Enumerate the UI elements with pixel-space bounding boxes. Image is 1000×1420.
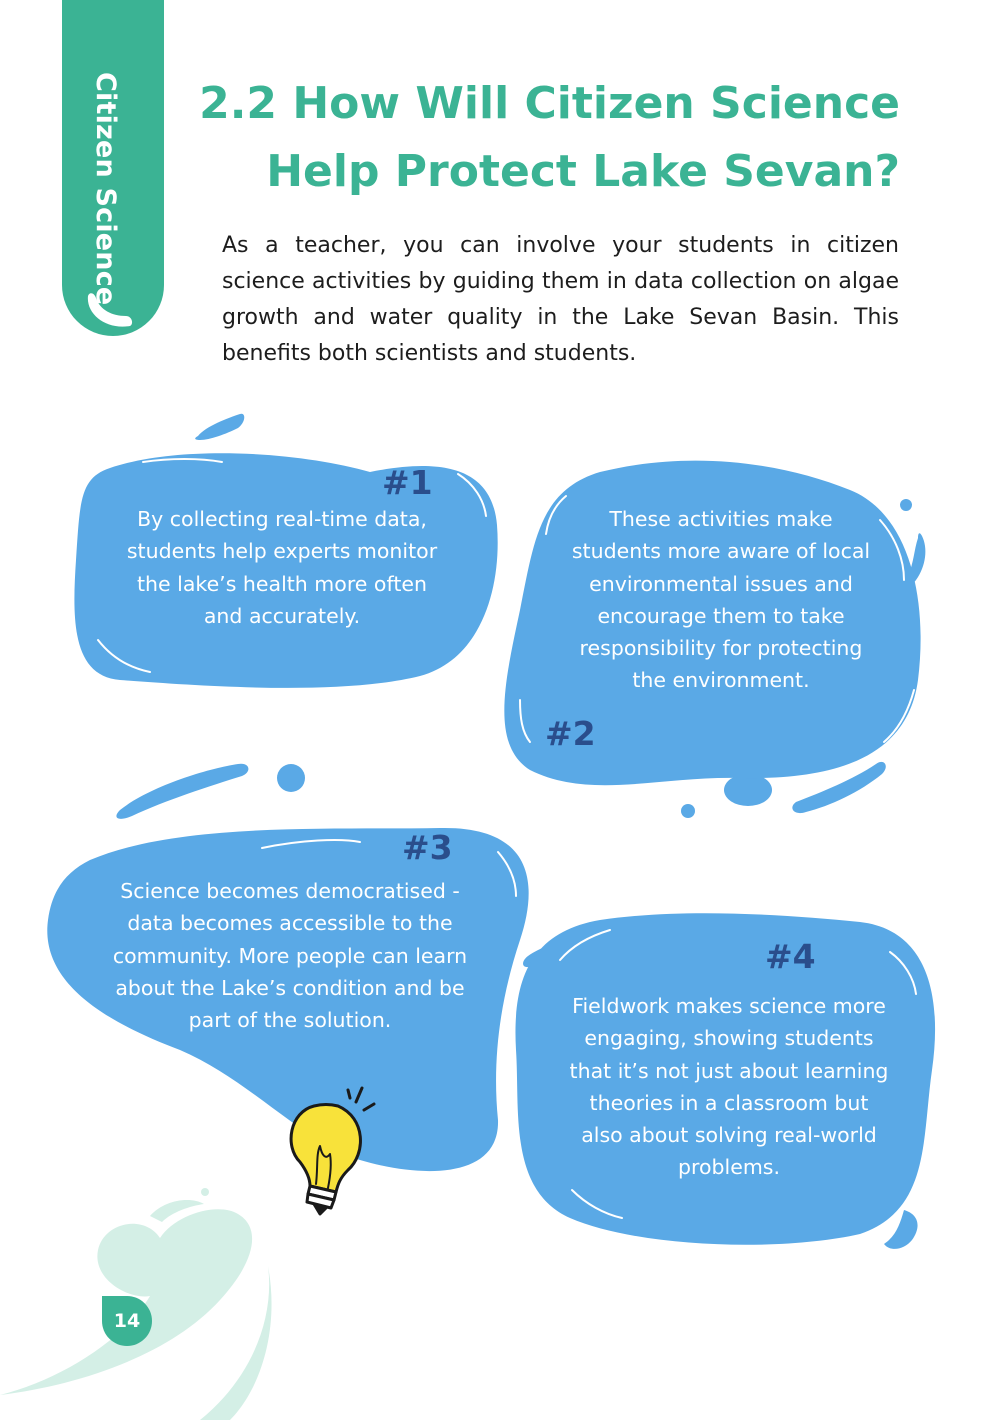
card-2-text: These activities make students more aware of local environmental issues and encourage them to take responsibility for protecting the environment. bbox=[571, 507, 871, 693]
intro-paragraph: As a teacher, you can involve your students in citizen science activities by guiding them in data collection on algae growth and water quality in the Lake Sevan Basin. This benefits both scientists and students. bbox=[222, 233, 899, 366]
page-title-line-1: 2.2 How Will Citizen Science bbox=[199, 78, 900, 129]
card-4-text: Fieldwork makes science more engaging, showing students that it’s not just about learning theories in a classroom but also about solving real-world problems. bbox=[569, 994, 889, 1180]
card-3-number: #3 bbox=[402, 828, 453, 867]
card-2-number: #2 bbox=[545, 714, 596, 753]
page-title-line-2: Help Protect Lake Sevan? bbox=[266, 146, 900, 197]
card-1-text: By collecting real-time data, students help experts monitor the lake’s health more often and accurately. bbox=[126, 507, 438, 628]
card-1-number: #1 bbox=[382, 463, 433, 502]
card-4-number: #4 bbox=[765, 937, 816, 976]
card-3-text: Science becomes democratised - data becomes accessible to the community. More people can learn about the Lake’s condition and be part of the solution. bbox=[112, 879, 468, 1033]
page-number: 14 bbox=[102, 1296, 152, 1346]
side-tab-label: Citizen Science bbox=[90, 72, 121, 306]
